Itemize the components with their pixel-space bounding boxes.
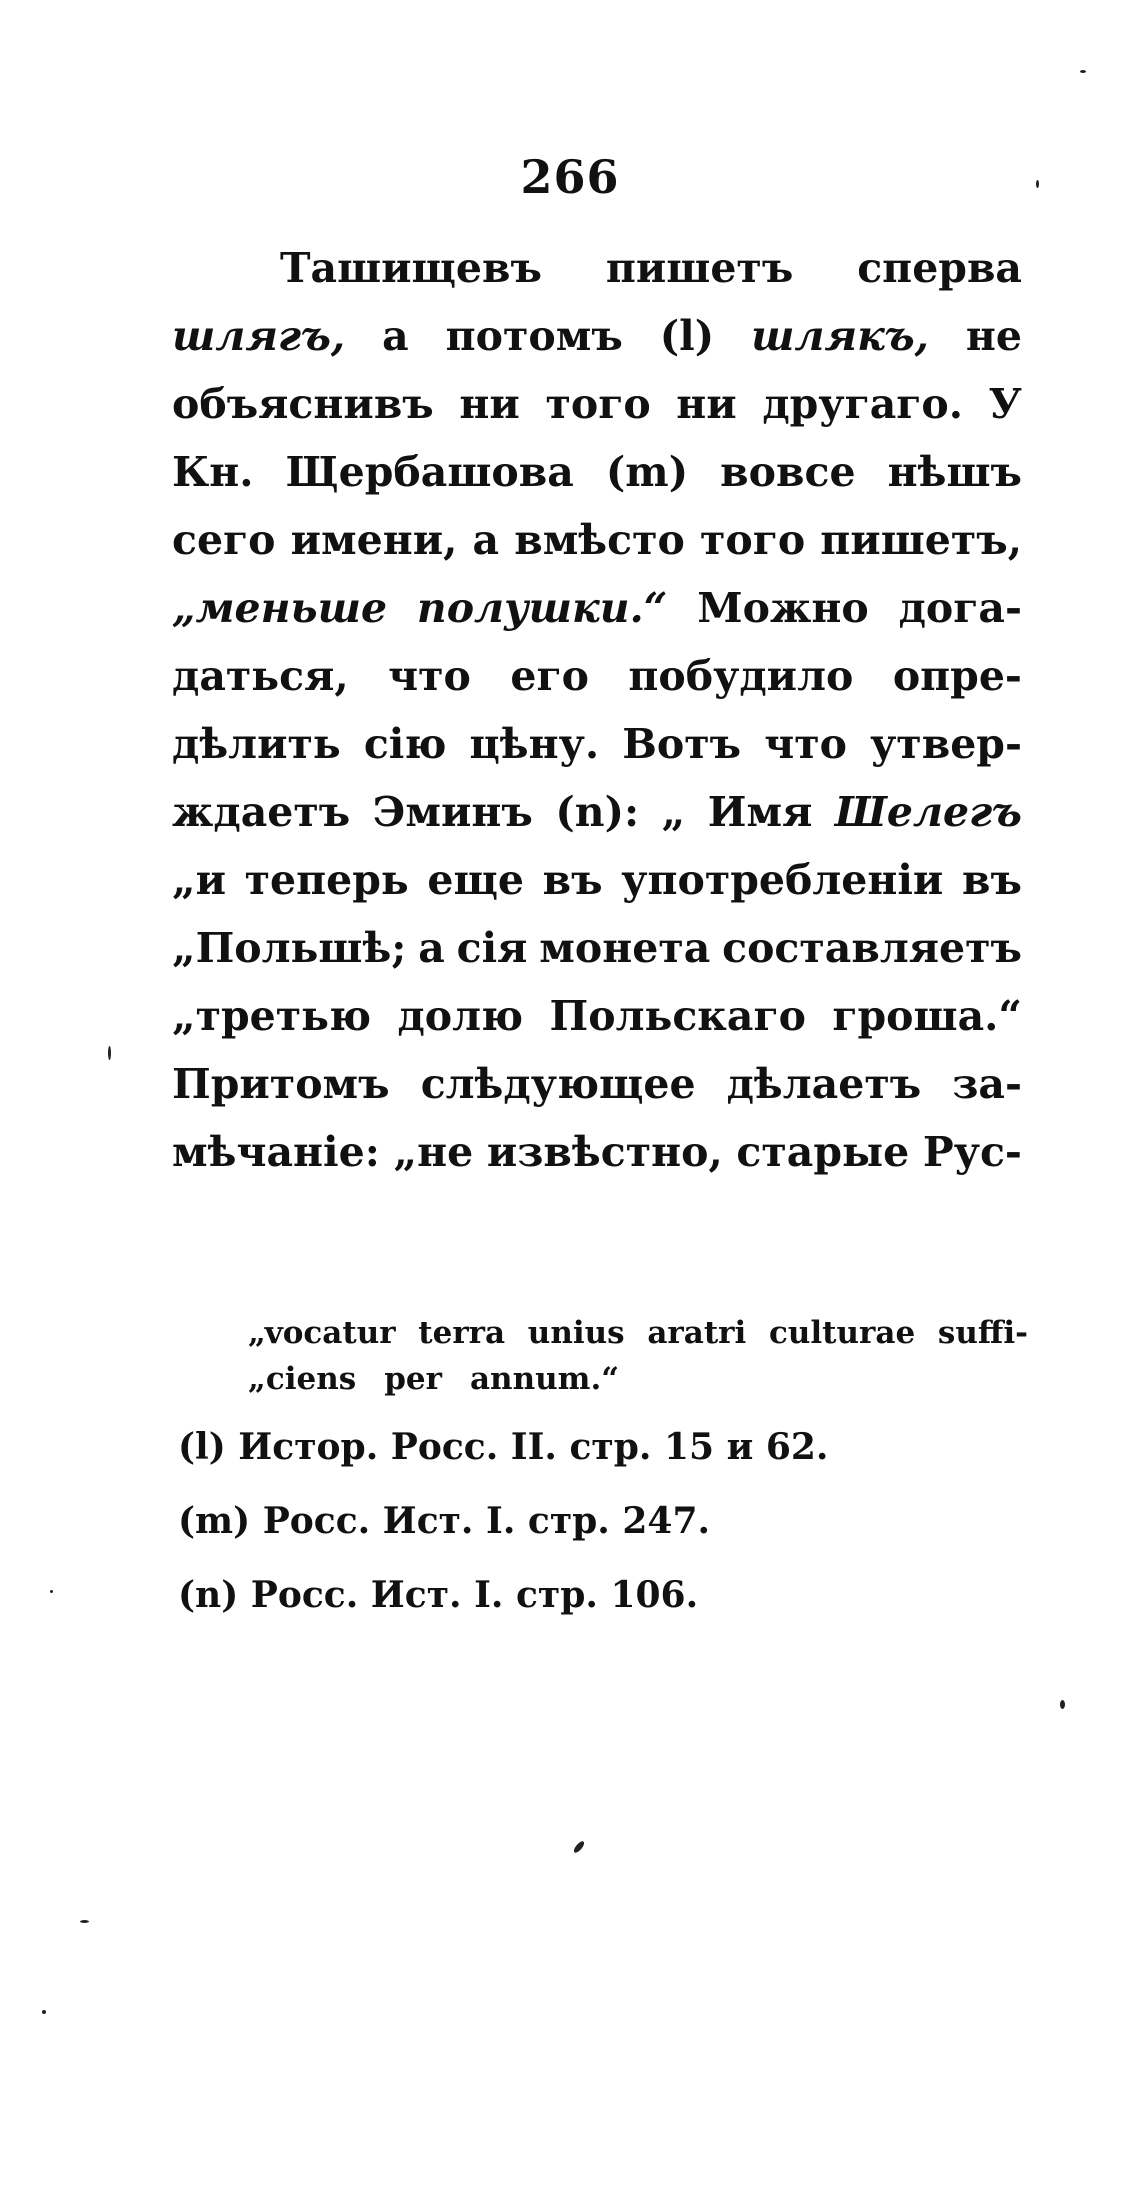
word: У <box>988 380 1022 428</box>
word: Рус- <box>922 1128 1022 1176</box>
text-line <box>172 516 1022 584</box>
print-speck <box>1080 70 1086 73</box>
word: дѣлаетъ <box>726 1060 922 1108</box>
word: Ташищевъ <box>280 244 542 292</box>
text-line <box>172 924 1022 992</box>
word: Щербашова <box>285 448 574 496</box>
text-line <box>172 1128 1022 1196</box>
print-speck <box>80 1920 89 1923</box>
footnote-m: (m) Росс. Ист. I. стр. 247. <box>178 1500 711 1542</box>
text-line <box>172 856 1022 924</box>
word: „третью <box>172 992 372 1040</box>
word: (n): <box>555 788 640 836</box>
word: побудило <box>628 652 854 700</box>
word: употребленіи <box>621 856 944 904</box>
word: вмѣсто <box>514 516 685 564</box>
print-speck <box>572 1840 586 1855</box>
word: дога- <box>898 584 1022 632</box>
text-line <box>172 1060 1022 1128</box>
word: опре- <box>892 652 1022 700</box>
word: сія <box>456 924 528 972</box>
word: имени, <box>290 516 458 564</box>
word: въ <box>542 856 603 904</box>
word: гроша.“ <box>832 992 1022 1040</box>
text-line <box>172 312 1022 380</box>
quote-line <box>248 1356 1028 1402</box>
word: шлякъ, <box>751 312 929 360</box>
footnote-quote <box>178 1310 1028 1402</box>
print-speck <box>1060 1700 1065 1709</box>
word: culturae <box>768 1315 916 1351</box>
text-line <box>172 244 1022 312</box>
word: ни <box>459 380 520 428</box>
word: объяснивъ <box>172 380 434 428</box>
word: Польскаго <box>549 992 806 1040</box>
word: въ <box>961 856 1022 904</box>
word: а <box>472 516 500 564</box>
text-line <box>172 380 1022 448</box>
word: „и <box>172 856 226 904</box>
text-line <box>172 992 1022 1060</box>
word: „Польшѣ; <box>172 924 407 972</box>
word: ни <box>676 380 737 428</box>
word: другаго. <box>762 380 964 428</box>
word: сперва <box>857 244 1022 292</box>
word: того <box>699 516 806 564</box>
word: извѣстно, <box>486 1128 723 1176</box>
word: пишетъ <box>605 244 794 292</box>
print-speck <box>50 1590 53 1593</box>
word: Вотъ <box>622 720 742 768</box>
word: мѣчаніе: <box>172 1128 380 1176</box>
word: а <box>382 312 409 360</box>
word: долю <box>397 992 524 1040</box>
word: „меньше <box>172 584 388 632</box>
word: „ciens <box>248 1361 357 1397</box>
word: „vocatur <box>248 1315 396 1351</box>
word: полушки.“ <box>416 584 668 632</box>
word: потомъ <box>445 312 623 360</box>
text-line <box>172 448 1022 516</box>
footnote-l: (l) Истор. Росс. II. стр. 15 и 62. <box>178 1426 829 1468</box>
print-speck <box>42 2010 46 2014</box>
word: шлягъ, <box>172 312 346 360</box>
word: еще <box>427 856 524 904</box>
word: пишетъ, <box>820 516 1022 564</box>
word: Кн. <box>172 448 254 496</box>
word: слѣдующее <box>420 1060 696 1108</box>
word: Эминъ <box>372 788 533 836</box>
word: annum.“ <box>469 1361 620 1397</box>
word: „ <box>661 788 686 836</box>
word: aratri <box>647 1315 747 1351</box>
word: за- <box>952 1060 1022 1108</box>
word: unius <box>527 1315 625 1351</box>
word: terra <box>418 1315 506 1351</box>
word: нѣшъ <box>887 448 1022 496</box>
page-number: 266 <box>520 150 620 204</box>
word: а <box>418 924 445 972</box>
word: что <box>388 652 471 700</box>
word: что <box>764 720 847 768</box>
word: Можно <box>697 584 869 632</box>
word: Шелегъ <box>834 788 1022 836</box>
word: (m) <box>605 448 689 496</box>
print-speck <box>108 1046 111 1060</box>
main-text <box>172 244 1022 1196</box>
word: даться, <box>172 652 349 700</box>
word: утвер- <box>870 720 1022 768</box>
text-line <box>172 584 1022 652</box>
word: дѣлить <box>172 720 341 768</box>
word: suffi- <box>937 1315 1028 1351</box>
word: сего <box>172 516 276 564</box>
print-speck <box>1036 180 1039 188</box>
word: его <box>510 652 589 700</box>
word: составляетъ <box>722 924 1022 972</box>
footnotes <box>178 1310 1028 1624</box>
word: старые <box>736 1128 910 1176</box>
quote-line <box>248 1310 1028 1356</box>
word: того <box>545 380 651 428</box>
word: Притомъ <box>172 1060 390 1108</box>
text-line <box>172 652 1022 720</box>
word: „не <box>393 1128 474 1176</box>
text-line <box>172 788 1022 856</box>
text-line <box>172 720 1022 788</box>
word: (l) <box>659 312 715 360</box>
word: монета <box>539 924 711 972</box>
word: вовсе <box>720 448 856 496</box>
word: теперь <box>244 856 409 904</box>
word: Имя <box>707 788 813 836</box>
word: ждаетъ <box>172 788 351 836</box>
footnote-n: (n) Росс. Ист. I. стр. 106. <box>178 1574 699 1616</box>
word: цѣну. <box>469 720 600 768</box>
word: per <box>384 1361 442 1397</box>
word: не <box>965 312 1022 360</box>
word: сію <box>363 720 447 768</box>
